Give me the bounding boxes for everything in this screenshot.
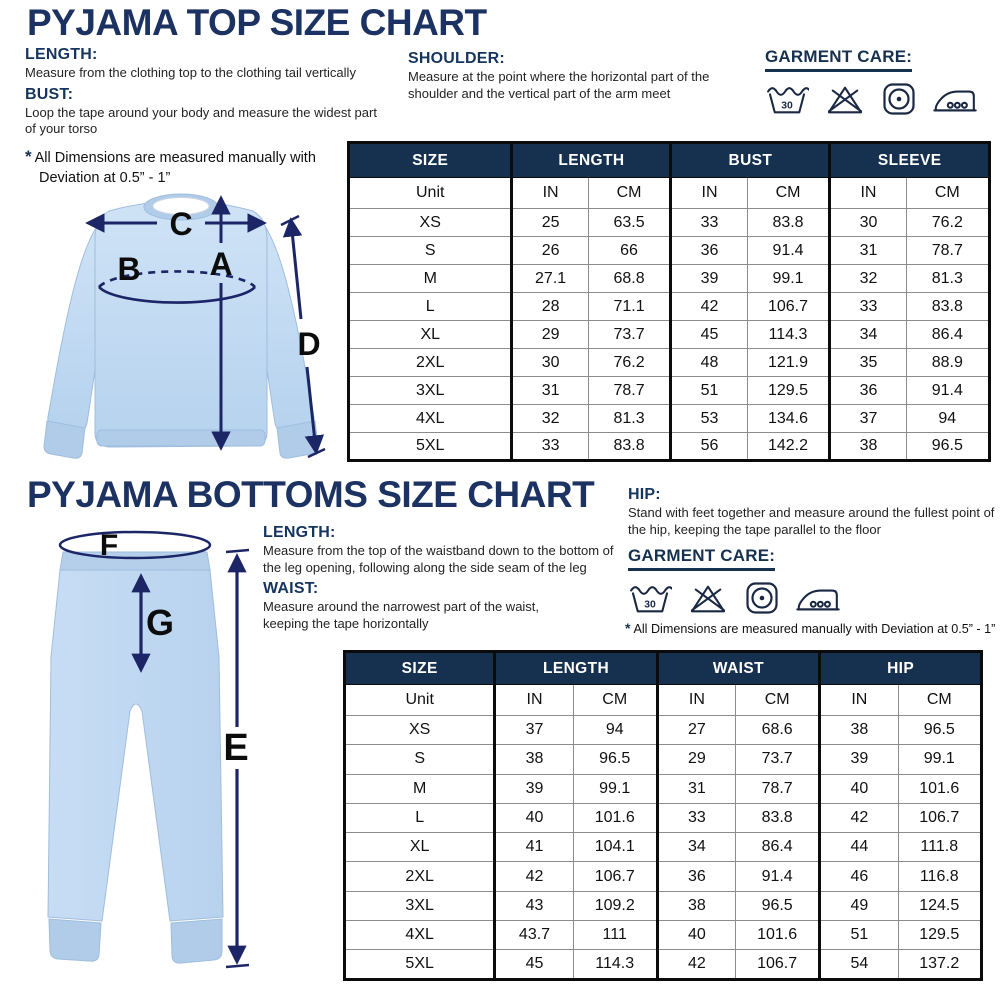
value-cell: 38 bbox=[820, 716, 898, 745]
unit-cell: CM bbox=[736, 685, 820, 716]
value-cell: 114.3 bbox=[747, 321, 830, 349]
length-heading: LENGTH: bbox=[263, 524, 336, 541]
bust-description: Loop the tape around your body and measure the widest part of your torso bbox=[25, 104, 377, 137]
svg-text:30: 30 bbox=[781, 100, 793, 112]
length-description: Measure from the top of the waistband down to the bottom of the leg opening, following along the side seam of the leg bbox=[263, 543, 614, 575]
unit-row bbox=[349, 178, 990, 209]
value-cell: 33 bbox=[671, 209, 747, 237]
value-cell: 111.8 bbox=[898, 833, 981, 862]
measure-label-c: C bbox=[169, 206, 193, 242]
value-cell: 106.7 bbox=[898, 803, 981, 832]
table-row bbox=[345, 921, 982, 950]
value-cell: 129.5 bbox=[898, 921, 981, 950]
measure-label-a: A bbox=[209, 246, 233, 282]
value-cell: 76.2 bbox=[906, 209, 989, 237]
unit-row bbox=[345, 685, 982, 716]
value-cell: 31 bbox=[512, 377, 588, 405]
value-cell: 33 bbox=[512, 433, 588, 461]
unit-label: Unit bbox=[345, 685, 495, 716]
wash-30-icon bbox=[628, 582, 672, 616]
header-size: SIZE bbox=[345, 652, 495, 685]
measure-label-g: G bbox=[145, 602, 175, 643]
unit-cell: IN bbox=[830, 178, 906, 209]
value-cell: 25 bbox=[512, 209, 588, 237]
garment-care-heading: GARMENT CARE: bbox=[628, 546, 775, 571]
value-cell: 31 bbox=[657, 774, 735, 803]
bottom-dimensions-note bbox=[625, 620, 995, 636]
measure-label-f: F bbox=[99, 529, 119, 562]
pants-illustration bbox=[48, 552, 223, 963]
value-cell: 44 bbox=[820, 833, 898, 862]
value-cell: 96.5 bbox=[898, 716, 981, 745]
size-cell: 3XL bbox=[345, 891, 495, 920]
value-cell: 45 bbox=[495, 950, 573, 979]
value-cell: 83.8 bbox=[736, 803, 820, 832]
hem-band bbox=[97, 430, 265, 446]
value-cell: 33 bbox=[830, 293, 906, 321]
value-cell: 73.7 bbox=[736, 745, 820, 774]
value-cell: 73.7 bbox=[588, 321, 671, 349]
unit-cell: IN bbox=[671, 178, 747, 209]
value-cell: 31 bbox=[830, 237, 906, 265]
value-cell: 29 bbox=[657, 745, 735, 774]
value-cell: 137.2 bbox=[898, 950, 981, 979]
right-cuff bbox=[277, 421, 318, 458]
value-cell: 142.2 bbox=[747, 433, 830, 461]
waist-heading: WAIST: bbox=[263, 580, 319, 598]
unit-cell: IN bbox=[512, 178, 588, 209]
value-cell: 42 bbox=[820, 803, 898, 832]
tumble-dry-icon bbox=[881, 81, 917, 117]
value-cell: 32 bbox=[830, 265, 906, 293]
value-cell: 124.5 bbox=[898, 891, 981, 920]
value-cell: 38 bbox=[830, 433, 906, 461]
measure-label-d: D bbox=[297, 326, 321, 362]
value-cell: 26 bbox=[512, 237, 588, 265]
value-cell: 83.8 bbox=[588, 433, 671, 461]
size-cell: 5XL bbox=[345, 950, 495, 979]
table-row bbox=[349, 293, 990, 321]
value-cell: 40 bbox=[820, 774, 898, 803]
value-cell: 36 bbox=[830, 377, 906, 405]
header-length: LENGTH bbox=[495, 652, 657, 685]
value-cell: 34 bbox=[657, 833, 735, 862]
table-row bbox=[345, 803, 982, 832]
table-row bbox=[349, 321, 990, 349]
value-cell: 88.9 bbox=[906, 349, 989, 377]
value-cell: 33 bbox=[657, 803, 735, 832]
table-row bbox=[345, 833, 982, 862]
value-cell: 39 bbox=[495, 774, 573, 803]
value-cell: 68.8 bbox=[588, 265, 671, 293]
size-cell: 3XL bbox=[349, 377, 512, 405]
value-cell: 101.6 bbox=[736, 921, 820, 950]
note-asterisk: * bbox=[25, 147, 32, 166]
size-cell: L bbox=[349, 293, 512, 321]
do-not-bleach-icon bbox=[687, 582, 729, 616]
value-cell: 41 bbox=[495, 833, 573, 862]
top-section-title: PYJAMA TOP SIZE CHART bbox=[27, 2, 487, 43]
value-cell: 36 bbox=[671, 237, 747, 265]
value-cell: 106.7 bbox=[736, 950, 820, 979]
note-text: All Dimensions are measured manually with Deviation at 0.5” - 1” bbox=[633, 622, 996, 636]
value-cell: 51 bbox=[820, 921, 898, 950]
table-row bbox=[349, 237, 990, 265]
value-cell: 38 bbox=[657, 891, 735, 920]
value-cell: 94 bbox=[906, 405, 989, 433]
value-cell: 121.9 bbox=[747, 349, 830, 377]
table-row bbox=[345, 891, 982, 920]
unit-cell: IN bbox=[495, 685, 573, 716]
header-hip: HIP bbox=[820, 652, 982, 685]
value-cell: 81.3 bbox=[588, 405, 671, 433]
value-cell: 66 bbox=[588, 237, 671, 265]
value-cell: 56 bbox=[671, 433, 747, 461]
unit-cell: CM bbox=[573, 685, 657, 716]
unit-cell: IN bbox=[657, 685, 735, 716]
value-cell: 37 bbox=[830, 405, 906, 433]
value-cell: 101.6 bbox=[573, 803, 657, 832]
value-cell: 63.5 bbox=[588, 209, 671, 237]
value-cell: 99.1 bbox=[573, 774, 657, 803]
value-cell: 96.5 bbox=[736, 891, 820, 920]
table-row bbox=[345, 716, 982, 745]
table-row bbox=[345, 950, 982, 979]
bottom-size-table bbox=[343, 650, 983, 981]
size-cell: XS bbox=[349, 209, 512, 237]
size-cell: XL bbox=[349, 321, 512, 349]
value-cell: 34 bbox=[830, 321, 906, 349]
value-cell: 83.8 bbox=[906, 293, 989, 321]
size-cell: S bbox=[349, 237, 512, 265]
value-cell: 76.2 bbox=[588, 349, 671, 377]
value-cell: 78.7 bbox=[736, 774, 820, 803]
table-row bbox=[345, 862, 982, 891]
value-cell: 43 bbox=[495, 891, 573, 920]
left-cuff bbox=[44, 421, 85, 458]
value-cell: 91.4 bbox=[747, 237, 830, 265]
iron-icon bbox=[795, 584, 841, 616]
size-cell: 2XL bbox=[345, 862, 495, 891]
value-cell: 109.2 bbox=[573, 891, 657, 920]
value-cell: 46 bbox=[820, 862, 898, 891]
table-row bbox=[349, 265, 990, 293]
tumble-dry-icon bbox=[744, 580, 780, 616]
table-row bbox=[349, 209, 990, 237]
value-cell: 30 bbox=[512, 349, 588, 377]
value-cell: 29 bbox=[512, 321, 588, 349]
hip-heading: HIP: bbox=[628, 486, 661, 503]
value-cell: 49 bbox=[820, 891, 898, 920]
value-cell: 30 bbox=[830, 209, 906, 237]
header-bust: BUST bbox=[671, 143, 830, 178]
hip-definition bbox=[628, 486, 996, 542]
value-cell: 91.4 bbox=[906, 377, 989, 405]
table-row bbox=[349, 433, 990, 461]
value-cell: 106.7 bbox=[747, 293, 830, 321]
value-cell: 83.8 bbox=[747, 209, 830, 237]
svg-text:30: 30 bbox=[644, 599, 656, 611]
unit-label: Unit bbox=[349, 178, 512, 209]
size-cell: 2XL bbox=[349, 349, 512, 377]
value-cell: 99.1 bbox=[898, 745, 981, 774]
value-cell: 71.1 bbox=[588, 293, 671, 321]
header-length: LENGTH bbox=[512, 143, 671, 178]
bust-heading: BUST: bbox=[25, 85, 74, 103]
left-leg-cuff bbox=[49, 919, 101, 961]
header-size: SIZE bbox=[349, 143, 512, 178]
shoulder-description: Measure at the point where the horizontal part of the shoulder and the vertical part of the arm meet bbox=[408, 69, 710, 101]
care-icons-row bbox=[628, 580, 841, 616]
size-cell: 4XL bbox=[349, 405, 512, 433]
value-cell: 35 bbox=[830, 349, 906, 377]
value-cell: 86.4 bbox=[906, 321, 989, 349]
value-cell: 40 bbox=[495, 803, 573, 832]
shoulder-heading: SHOULDER: bbox=[408, 50, 505, 67]
bottom-garment-care bbox=[628, 546, 841, 616]
top-size-table bbox=[347, 141, 991, 462]
pyjama-top-diagram bbox=[25, 183, 337, 465]
value-cell: 32 bbox=[512, 405, 588, 433]
table-row bbox=[349, 405, 990, 433]
wash-30-icon bbox=[765, 83, 809, 117]
value-cell: 94 bbox=[573, 716, 657, 745]
unit-cell: CM bbox=[906, 178, 989, 209]
size-cell: XS bbox=[345, 716, 495, 745]
value-cell: 37 bbox=[495, 716, 573, 745]
table-row bbox=[345, 745, 982, 774]
pants-body bbox=[48, 570, 223, 921]
unit-cell: CM bbox=[747, 178, 830, 209]
right-leg-cuff bbox=[171, 919, 222, 963]
value-cell: 27 bbox=[657, 716, 735, 745]
unit-cell: IN bbox=[820, 685, 898, 716]
size-cell: S bbox=[345, 745, 495, 774]
value-cell: 116.8 bbox=[898, 862, 981, 891]
top-table-body bbox=[349, 209, 990, 461]
note-line2: Deviation at 0.5” - 1” bbox=[39, 169, 171, 186]
bottom-table-body bbox=[345, 716, 982, 980]
value-cell: 39 bbox=[671, 265, 747, 293]
value-cell: 81.3 bbox=[906, 265, 989, 293]
value-cell: 129.5 bbox=[747, 377, 830, 405]
value-cell: 78.7 bbox=[588, 377, 671, 405]
value-cell: 38 bbox=[495, 745, 573, 774]
value-cell: 68.6 bbox=[736, 716, 820, 745]
size-cell: XL bbox=[345, 833, 495, 862]
waist-description: Measure around the narrowest part of the waist, keeping the tape horizontally bbox=[263, 599, 540, 631]
iron-icon bbox=[932, 85, 978, 117]
note-line1: All Dimensions are measured manually with bbox=[34, 150, 316, 166]
top-measure-definitions bbox=[25, 46, 410, 142]
value-cell: 51 bbox=[671, 377, 747, 405]
bottom-section-title: PYJAMA BOTTOMS SIZE CHART bbox=[27, 474, 595, 515]
value-cell: 42 bbox=[671, 293, 747, 321]
bottom-measure-definitions bbox=[263, 524, 631, 637]
garment-care-heading: GARMENT CARE: bbox=[765, 47, 912, 72]
table-row bbox=[349, 377, 990, 405]
note-asterisk: * bbox=[625, 620, 631, 636]
value-cell: 96.5 bbox=[906, 433, 989, 461]
care-icons-row bbox=[765, 81, 978, 117]
size-cell: M bbox=[345, 774, 495, 803]
hip-description: Stand with feet together and measure around the fullest point of the hip, keeping the tape parallel to the floor bbox=[628, 505, 995, 537]
length-heading: LENGTH: bbox=[25, 46, 98, 63]
value-cell: 45 bbox=[671, 321, 747, 349]
value-cell: 101.6 bbox=[898, 774, 981, 803]
size-cell: L bbox=[345, 803, 495, 832]
length-description: Measure from the clothing top to the clothing tail vertically bbox=[25, 65, 356, 80]
do-not-bleach-icon bbox=[824, 83, 866, 117]
table-row bbox=[345, 774, 982, 803]
size-cell: M bbox=[349, 265, 512, 293]
value-cell: 54 bbox=[820, 950, 898, 979]
table-header-row bbox=[345, 652, 982, 685]
value-cell: 40 bbox=[657, 921, 735, 950]
top-garment-care bbox=[765, 47, 978, 117]
value-cell: 48 bbox=[671, 349, 747, 377]
value-cell: 96.5 bbox=[573, 745, 657, 774]
value-cell: 43.7 bbox=[495, 921, 573, 950]
value-cell: 91.4 bbox=[736, 862, 820, 891]
value-cell: 42 bbox=[495, 862, 573, 891]
header-sleeve: SLEEVE bbox=[830, 143, 990, 178]
value-cell: 114.3 bbox=[573, 950, 657, 979]
value-cell: 106.7 bbox=[573, 862, 657, 891]
value-cell: 42 bbox=[657, 950, 735, 979]
size-cell: 4XL bbox=[345, 921, 495, 950]
value-cell: 99.1 bbox=[747, 265, 830, 293]
value-cell: 78.7 bbox=[906, 237, 989, 265]
unit-cell: CM bbox=[588, 178, 671, 209]
measure-label-e: E bbox=[223, 727, 249, 769]
value-cell: 36 bbox=[657, 862, 735, 891]
value-cell: 39 bbox=[820, 745, 898, 774]
value-cell: 134.6 bbox=[747, 405, 830, 433]
value-cell: 104.1 bbox=[573, 833, 657, 862]
table-row bbox=[349, 349, 990, 377]
value-cell: 86.4 bbox=[736, 833, 820, 862]
value-cell: 111 bbox=[573, 921, 657, 950]
value-cell: 53 bbox=[671, 405, 747, 433]
value-cell: 28 bbox=[512, 293, 588, 321]
table-header-row bbox=[349, 143, 990, 178]
measure-label-b: B bbox=[117, 251, 141, 287]
shoulder-definition bbox=[408, 50, 743, 106]
unit-cell: CM bbox=[898, 685, 981, 716]
value-cell: 27.1 bbox=[512, 265, 588, 293]
header-waist: WAIST bbox=[657, 652, 819, 685]
size-cell: 5XL bbox=[349, 433, 512, 461]
